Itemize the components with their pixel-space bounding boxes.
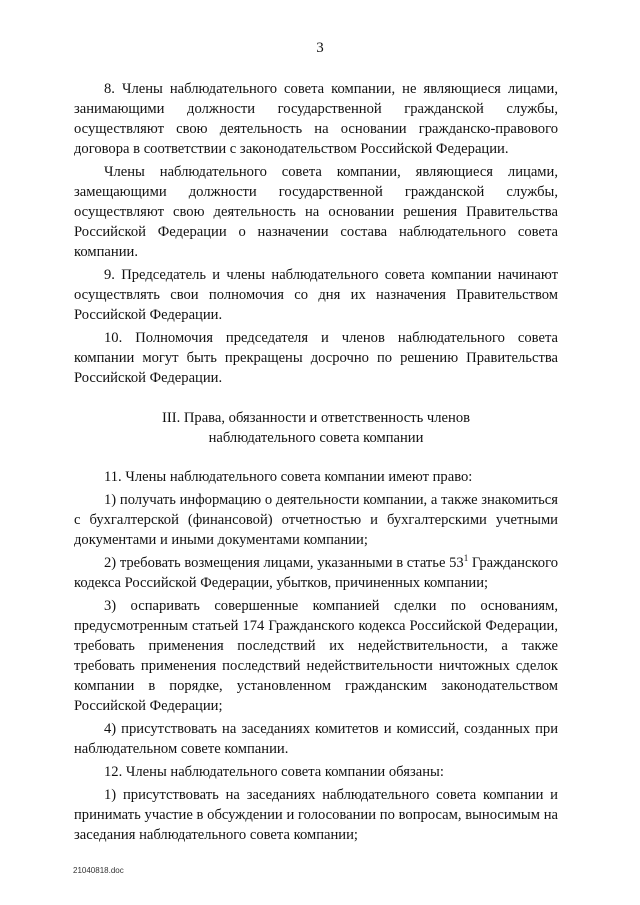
paragraph-9: 9. Председатель и члены наблюдательного совета компании начинают осуществлять свои полномочия со дня их назначения Правительством Российской Федерации. <box>74 267 558 323</box>
paragraph-8-second: Члены наблюдательного совета компании, являющиеся лицами, замещающими должности государственной гражданской службы, осуществляют свою деятельность на основании решения Правительства Российской Федерации о назначении состава наблюдательного совета компании. <box>74 164 558 260</box>
rights-item-2 <box>74 553 558 593</box>
section-heading-line1: III. Права, обязанности и ответственность членов <box>161 410 471 426</box>
rights-item-1: 1) получать информацию о деятельности компании, а также знакомиться с бухгалтерской (финансовой) отчетностью и бухгалтерскими учетными документами и иными документами компании; <box>74 492 558 548</box>
superscript-mark: 1 <box>463 553 469 563</box>
section-heading-line2: наблюдательного совета компании <box>208 430 424 446</box>
rights-item-2-text: 2) требовать возмещения лицами, указанными в статье 53 <box>104 555 464 571</box>
rights-item-3: 3) оспаривать совершенные компанией сделки по основаниям, предусмотренным статьей 174 Гражданского кодекса Российской Федерации, требовать применения последствий их недействительности, а также требовать применения последствий недействительности ничтожных сделок компании в порядке, установленном гражданским законодательством Российской Федерации; <box>74 598 558 714</box>
obligations-item-1: 1) присутствовать на заседаниях наблюдательного совета компании и принимать участие в обсуждении и голосовании по вопросам, выносимым на заседания наблюдательного совета компании; <box>74 787 558 843</box>
page-number: 3 <box>316 40 324 56</box>
paragraph-10: 10. Полномочия председателя и членов наблюдательного совета компании могут быть прекращены досрочно по решению Правительства Российской Федерации. <box>74 330 558 386</box>
rights-item-2-text-end: Гражданского кодекса Российской Федерации, убытков, причиненных компании; <box>74 555 559 591</box>
rights-item-4: 4) присутствовать на заседаниях комитетов и комиссий, созданных при наблюдательном совете компании. <box>74 721 558 757</box>
section-heading <box>74 408 558 448</box>
paragraph-8: 8. Члены наблюдательного совета компании, не являющиеся лицами, занимающими должности государственной гражданской службы, осуществляют свою деятельность на основании гражданско-правового договора в соответствии с законодательством Российской Федерации. <box>74 81 558 157</box>
obligations-intro: 12. Члены наблюдательного совета компании обязаны: <box>104 764 444 780</box>
rights-intro: 11. Члены наблюдательного совета компании имеют право: <box>104 469 473 485</box>
footer-document-code: 21040818.doc <box>73 866 124 875</box>
document-body <box>74 79 558 845</box>
